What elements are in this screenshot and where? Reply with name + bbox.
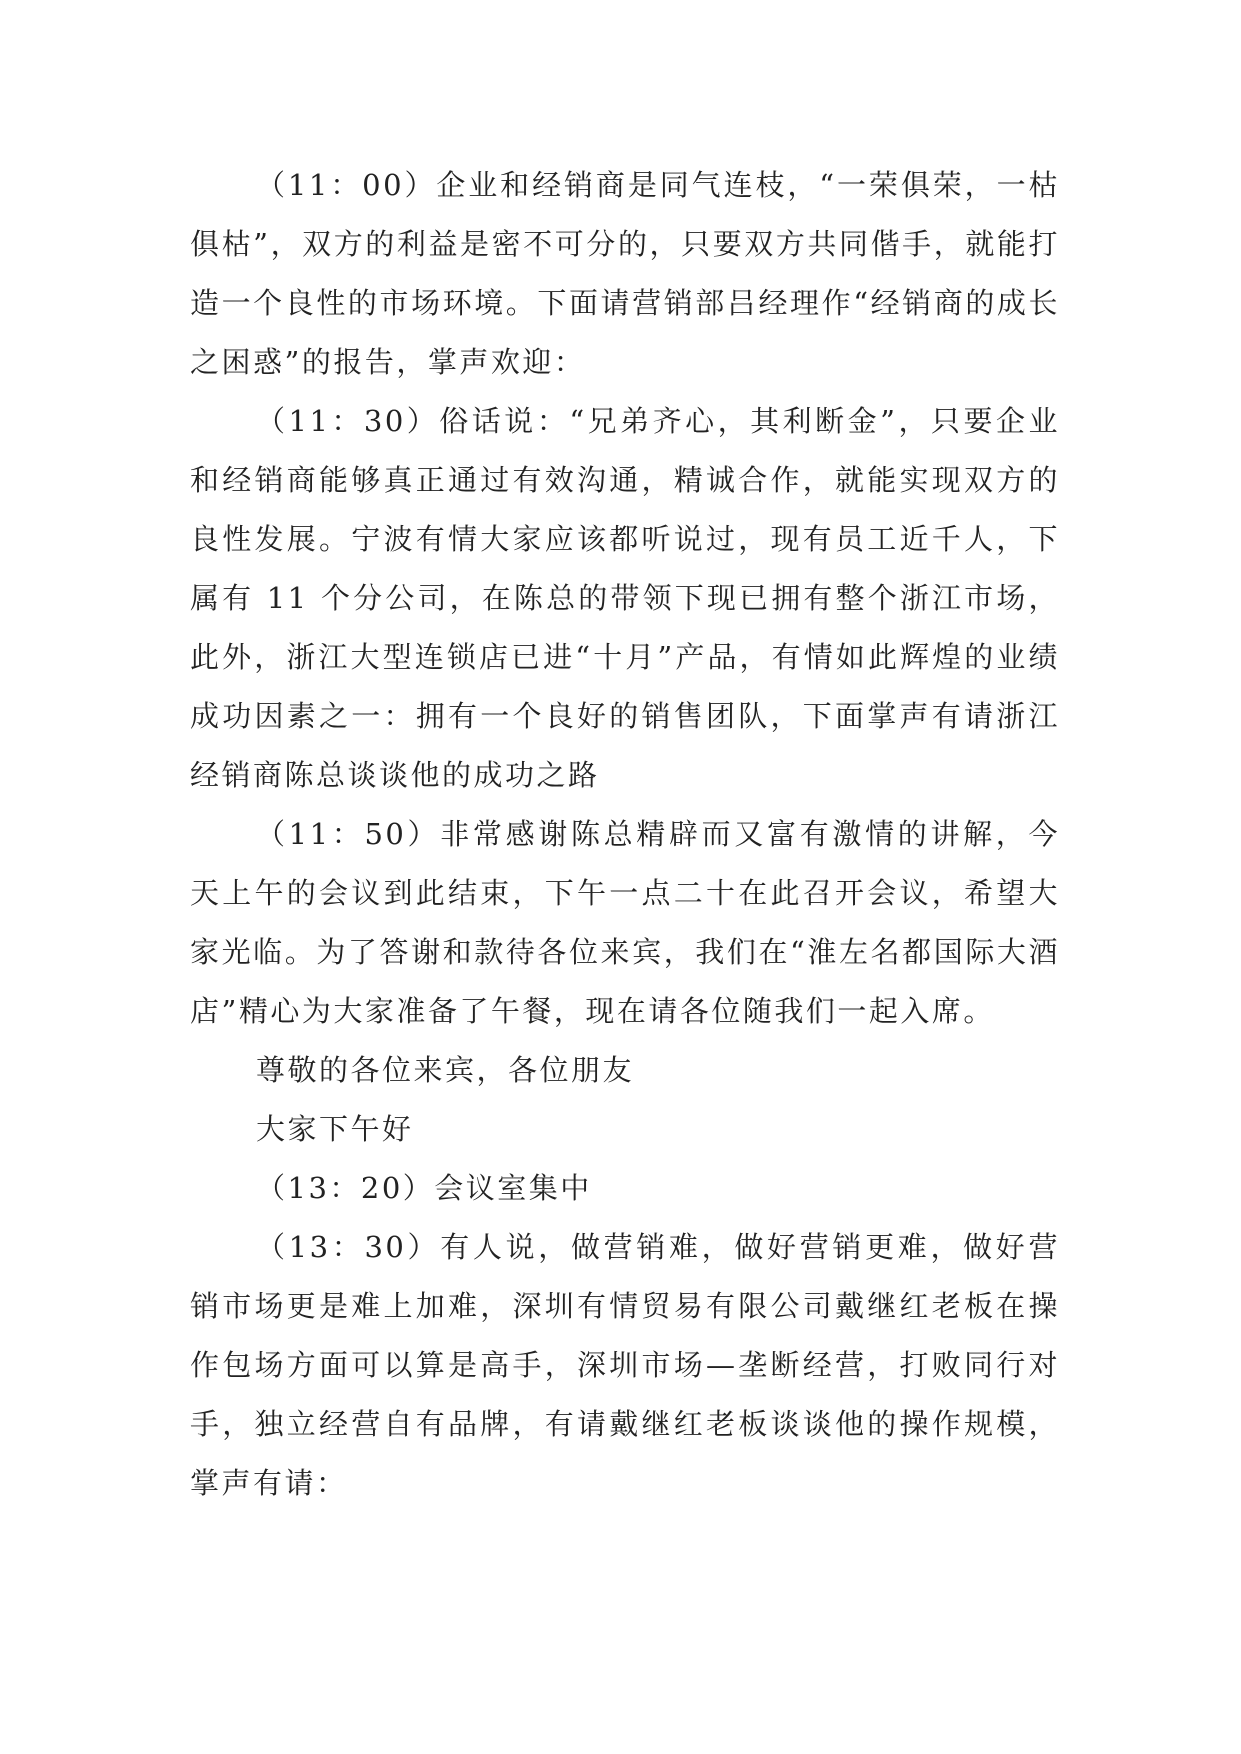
paragraph-1320: （13：20）会议室集中 (256, 1171, 592, 1205)
greeting-line: 尊敬的各位来宾，各位朋友 (256, 1053, 635, 1087)
paragraph-1100: （11：00）企业和经销商是同气连枝，“一荣俱荣，一枯俱枯”，双方的利益是密不可分的，只要双方共同偕手，就能打造一个良性的市场环境。下面请营销部吕经理作“经销商的成长之困惑”的报告，掌声欢迎： (190, 168, 1060, 379)
afternoon-greeting: 大家下午好 (256, 1112, 414, 1146)
document-body (190, 156, 1060, 1513)
paragraph-1330: （13：30）有人说，做营销难，做好营销更难，做好营销市场更是难上加难，深圳有情贸易有限公司戴继红老板在操作包场方面可以算是高手，深圳市场—垄断经营，打败同行对手，独立经营自有品牌，有请戴继红老板谈谈他的操作规模，掌声有请： (190, 1230, 1060, 1500)
paragraph-1150: （11：50）非常感谢陈总精辟而又富有激情的讲解，今天上午的会议到此结束，下午一点二十在此召开会议，希望大家光临。为了答谢和款待各位来宾，我们在“淮左名都国际大酒店”精心为大家准备了午餐，现在请各位随我们一起入席。 (190, 817, 1060, 1028)
paragraph-1130: （11：30）俗话说：“兄弟齐心，其利断金”，只要企业和经销商能够真正通过有效沟通，精诚合作，就能实现双方的良性发展。宁波有情大家应该都听说过，现有员工近千人，下属有 11 个分公司，在陈总的带领下现已拥有整个浙江市场，此外，浙江大型连锁店已进“十月”产品，有情如此辉煌的业绩成功因素之一：拥有一个良好的销售团队，下面掌声有请浙江经销商陈总谈谈他的成功之路 (190, 404, 1060, 792)
